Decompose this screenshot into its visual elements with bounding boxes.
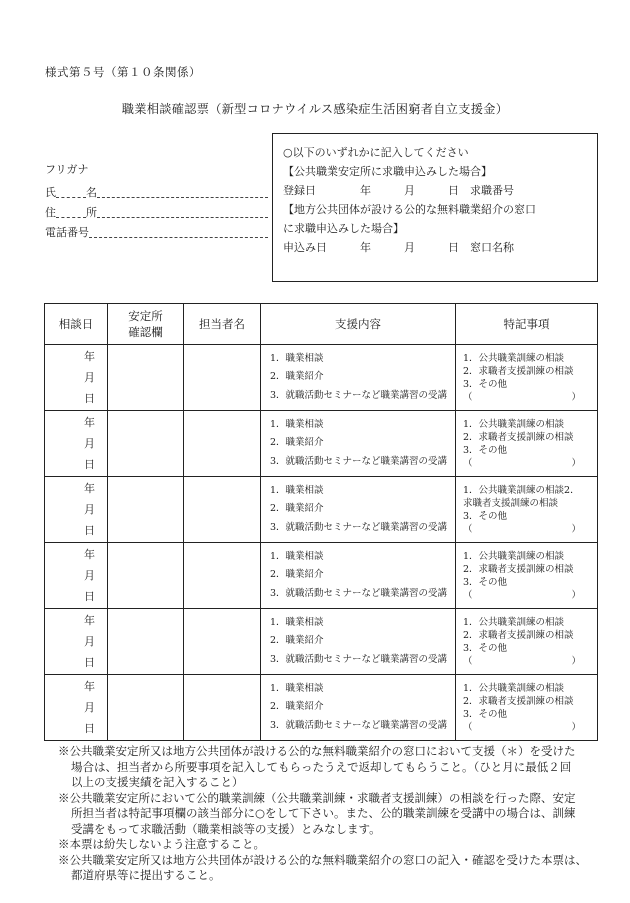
paren-close: ）	[571, 721, 581, 733]
name-field	[45, 180, 268, 200]
support-item: 1．職業相談	[270, 682, 324, 694]
table-row	[45, 477, 598, 543]
table-header-row	[45, 304, 598, 345]
support-content-cell	[261, 675, 456, 741]
staff-name-cell	[184, 543, 261, 609]
case2-heading-line1: 【地方公共団体が設ける公的な無料職業紹介の窓口	[283, 203, 536, 216]
consult-date-cell	[45, 609, 108, 675]
note-line: ※公共職業安定所又は地方公共団体が設ける公的な無料職業紹介の窓口の記入・確認を受けた本票は、	[58, 852, 587, 867]
table-row	[45, 345, 598, 411]
other-fill-parens	[463, 457, 581, 470]
note-line: 場合は、担当者から所要事項を記入してもらったうえで返却してもらうこと。（ひと月に最低２回	[71, 759, 572, 774]
note-line: ※公共職業安定所又は地方公共団体が設ける公的な無料職業紹介の窓口において支援（＊）を受けた	[58, 744, 576, 758]
address-field	[45, 200, 268, 220]
office-check-cell	[108, 411, 184, 477]
special-notes-cell	[456, 609, 598, 675]
special-item: 3．その他	[463, 378, 508, 390]
special-item: 2．求職者支援訓練の相談	[463, 431, 574, 443]
phone-field	[45, 220, 268, 240]
office-check-cell	[108, 345, 184, 411]
page-title: 職業相談確認票（新型コロナウイルス感染症生活困窮者自立支援金）	[121, 102, 509, 116]
month-label: 月	[84, 635, 95, 648]
table-row	[45, 411, 598, 477]
case1-heading: 【公共職業安定所に求職申込みした場合】	[283, 165, 492, 178]
special-item: 3．その他	[463, 510, 508, 522]
support-item: 3．就職活動セミナーなど職業講習の受講	[270, 587, 448, 599]
support-item: 1．職業相談	[270, 418, 324, 430]
support-item: 1．職業相談	[270, 352, 324, 364]
phone-label: 電話番号	[45, 226, 89, 239]
office-check-line1: 安定所	[128, 309, 163, 323]
paren-open: （	[463, 523, 473, 535]
other-fill-parens	[463, 655, 581, 668]
support-item: 3．就職活動セミナーなど職業講習の受講	[270, 389, 448, 401]
support-item: 2．職業紹介	[270, 701, 324, 713]
support-content-cell	[261, 543, 456, 609]
dashed-fill-line	[97, 196, 268, 198]
support-item: 3．就職活動セミナーなど職業講習の受講	[270, 653, 448, 665]
col-header-special-notes: 特記事項	[456, 304, 598, 345]
special-item: 2．求職者支援訓練の相談	[463, 365, 574, 377]
table-row	[45, 609, 598, 675]
col-header-consult-date: 相談日	[45, 304, 108, 345]
paren-close: ）	[571, 523, 581, 535]
consultation-table	[44, 303, 598, 741]
support-item: 2．職業紹介	[270, 371, 324, 383]
paren-open: （	[463, 655, 473, 667]
support-content-cell	[261, 345, 456, 411]
office-check-cell	[108, 609, 184, 675]
special-notes-cell	[456, 675, 598, 741]
paren-open: （	[463, 457, 473, 469]
table-row	[45, 543, 598, 609]
paren-open: （	[463, 391, 473, 403]
special-item: 1．公共職業訓練の相談2．	[463, 484, 580, 496]
special-notes-cell	[456, 543, 598, 609]
year-label: 年	[84, 416, 95, 429]
note-line: 都道府県等に提出すること。	[71, 868, 221, 882]
special-item: 求職者支援訓練の相談	[463, 497, 559, 509]
staff-name-cell	[184, 675, 261, 741]
col-header-staff-name: 担当者名	[184, 304, 261, 345]
application-entry-box	[272, 133, 598, 282]
note-line: ※公共職業安定所において公的職業訓練（公共職業訓練・求職者支援訓練）の相談を行った際、安定	[58, 790, 576, 805]
dashed-fill-line	[97, 216, 268, 218]
special-item: 3．その他	[463, 708, 508, 720]
year-label: 年	[84, 614, 95, 627]
paren-close: ）	[571, 589, 581, 601]
entry-instruction: ○以下のいずれかに記入してください	[283, 146, 469, 159]
month-label: 月	[84, 569, 95, 582]
consult-date-cell	[45, 675, 108, 741]
support-item: 2．職業紹介	[270, 635, 324, 647]
table-row	[45, 675, 598, 741]
support-item: 3．就職活動セミナーなど職業講習の受講	[270, 719, 448, 731]
form-number: 様式第５号（第１０条関係）	[45, 65, 201, 79]
paren-open: （	[463, 721, 473, 733]
day-label: 日	[84, 524, 95, 537]
office-check-cell	[108, 543, 184, 609]
paren-close: ）	[571, 457, 581, 469]
year-label: 年	[84, 548, 95, 561]
special-notes-cell	[456, 411, 598, 477]
other-fill-parens	[463, 523, 581, 536]
furigana-label: フリガナ	[45, 163, 89, 176]
dashed-fill-line	[56, 196, 86, 198]
special-item: 3．その他	[463, 642, 508, 654]
year-label: 年	[84, 680, 95, 693]
consult-date-cell	[45, 411, 108, 477]
special-item: 1．公共職業訓練の相談	[463, 352, 565, 364]
dashed-fill-line	[89, 236, 268, 238]
col-header-support-content: 支援内容	[261, 304, 456, 345]
support-content-cell	[261, 477, 456, 543]
note-line: ※本票は紛失しないよう注意すること。	[58, 837, 265, 851]
month-label: 月	[84, 371, 95, 384]
consult-date-cell	[45, 543, 108, 609]
other-fill-parens	[463, 589, 581, 602]
special-item: 3．その他	[463, 444, 508, 456]
support-item: 2．職業紹介	[270, 503, 324, 515]
office-check-line2: 確認欄	[128, 325, 163, 339]
special-item: 1．公共職業訓練の相談	[463, 550, 565, 562]
consult-date-cell	[45, 345, 108, 411]
special-item: 2．求職者支援訓練の相談	[463, 563, 574, 575]
other-fill-parens	[463, 721, 581, 734]
staff-name-cell	[184, 609, 261, 675]
paren-close: ）	[571, 391, 581, 403]
support-item: 3．就職活動セミナーなど職業講習の受講	[270, 521, 448, 533]
support-item: 3．就職活動セミナーなど職業講習の受講	[270, 455, 448, 467]
case1-registration-line: 登録日 年 月 日 求職番号	[283, 184, 514, 197]
office-check-cell	[108, 477, 184, 543]
month-label: 月	[84, 503, 95, 516]
month-label: 月	[84, 701, 95, 714]
paren-open: （	[463, 589, 473, 601]
paren-close: ）	[571, 655, 581, 667]
footnotes	[58, 744, 598, 884]
day-label: 日	[84, 656, 95, 669]
support-content-cell	[261, 411, 456, 477]
staff-name-cell	[184, 477, 261, 543]
special-item: 1．公共職業訓練の相談	[463, 682, 565, 694]
month-label: 月	[84, 437, 95, 450]
special-notes-cell	[456, 345, 598, 411]
special-item: 1．公共職業訓練の相談	[463, 418, 565, 430]
support-item: 2．職業紹介	[270, 437, 324, 449]
support-item: 1．職業相談	[270, 484, 324, 496]
special-notes-cell	[456, 477, 598, 543]
support-item: 1．職業相談	[270, 616, 324, 628]
dashed-fill-line	[56, 216, 86, 218]
day-label: 日	[84, 722, 95, 735]
name-label-last: 名	[86, 186, 97, 199]
day-label: 日	[84, 392, 95, 405]
note-line: 以上の支援実績を記入すること）	[71, 775, 244, 789]
note-line: 受講をもって求職活動（職業相談等の支援）とみなします。	[71, 821, 381, 836]
special-item: 2．求職者支援訓練の相談	[463, 695, 574, 707]
applicant-block	[45, 160, 268, 240]
case2-application-line: 申込み日 年 月 日 窓口名称	[283, 241, 514, 254]
address-label-last: 所	[86, 206, 97, 219]
address-label-first: 住	[45, 206, 56, 219]
special-item: 3．その他	[463, 576, 508, 588]
office-check-cell	[108, 675, 184, 741]
case2-heading-line2: に求職申込みした場合】	[283, 222, 404, 235]
note-line: 所担当者は特記事項欄の該当部分に○をして下さい。また、公的職業訓練を受講中の場合は、訓練	[71, 806, 576, 820]
day-label: 日	[84, 590, 95, 603]
staff-name-cell	[184, 345, 261, 411]
staff-name-cell	[184, 411, 261, 477]
support-item: 2．職業紹介	[270, 569, 324, 581]
year-label: 年	[84, 482, 95, 495]
day-label: 日	[84, 458, 95, 471]
support-item: 1．職業相談	[270, 550, 324, 562]
col-header-office-check	[108, 304, 184, 345]
support-content-cell	[261, 609, 456, 675]
special-item: 2．求職者支援訓練の相談	[463, 629, 574, 641]
consult-date-cell	[45, 477, 108, 543]
other-fill-parens	[463, 391, 581, 404]
year-label: 年	[84, 350, 95, 363]
name-label-first: 氏	[45, 186, 56, 199]
special-item: 1．公共職業訓練の相談	[463, 616, 565, 628]
